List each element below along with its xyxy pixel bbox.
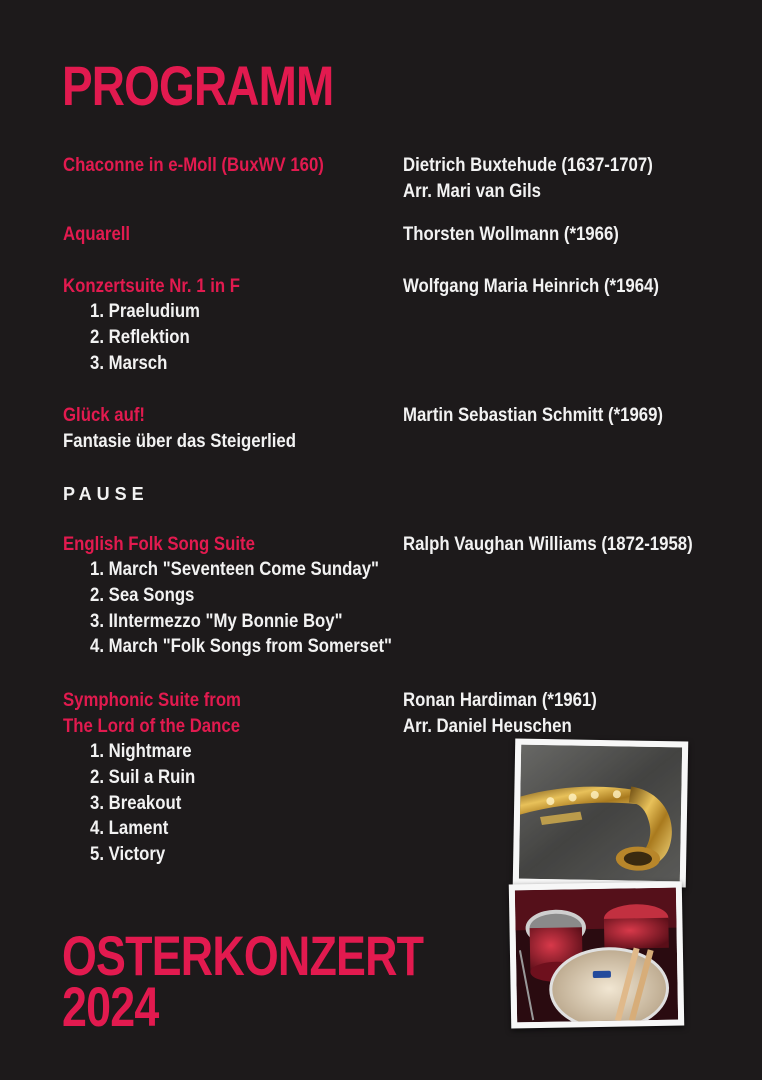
work-title-line-2: The Lord of the Dance	[63, 715, 241, 737]
work-title: Symphonic Suite from	[63, 689, 241, 711]
drums-photo	[509, 882, 684, 1029]
concert-title-line-2: 2024	[62, 975, 159, 1038]
movement: 4. Lament	[90, 817, 169, 840]
work-title: Konzertsuite Nr. 1 in F	[63, 275, 241, 297]
arranger: Arr. Daniel Heuschen	[403, 715, 572, 737]
page-title: PROGRAMM	[62, 54, 334, 117]
arranger: Arr. Mari van Gils	[403, 180, 541, 202]
movement: 3. Breakout	[90, 791, 182, 814]
composer: Thorsten Wollmann (*1966)	[403, 223, 619, 245]
movement-list	[90, 557, 441, 660]
concert-title	[62, 924, 424, 1038]
movement: 1. Nightmare	[90, 740, 192, 762]
movement: 3. IIntermezzo "My Bonnie Boy"	[90, 609, 343, 632]
concert-title-line-1: OSTERKONZERT	[62, 924, 424, 987]
saxophone-photo	[513, 739, 689, 888]
movement: 5. Victory	[90, 843, 166, 866]
composer: Dietrich Buxtehude (1637-1707)	[403, 154, 653, 176]
work-title: Aquarell	[63, 223, 131, 245]
pause-label: PAUSE	[63, 484, 149, 504]
movement: 4. March "Folk Songs from Somerset"	[90, 635, 392, 658]
composer: Wolfgang Maria Heinrich (*1964)	[403, 275, 659, 297]
movement: 2. Sea Songs	[90, 583, 195, 606]
work-subtitle: Fantasie über das Steigerlied	[63, 430, 297, 452]
saxophone-image	[519, 745, 682, 882]
movement: 2. Suil a Ruin	[90, 765, 196, 788]
composer: Ralph Vaughan Williams (1872-1958)	[403, 533, 693, 555]
work-title: Glück auf!	[63, 404, 146, 426]
movement: 1. Praeludium	[90, 300, 200, 322]
work-title: English Folk Song Suite	[63, 533, 255, 555]
movement: 3. Marsch	[90, 351, 168, 374]
movement: 2. Reflektion	[90, 325, 190, 348]
work-title: Chaconne in e-Moll (BuxWV 160)	[63, 154, 324, 176]
movement: 1. March "Seventeen Come Sunday"	[90, 558, 379, 580]
composer: Ronan Hardiman (*1961)	[403, 689, 597, 711]
movement-list	[90, 739, 212, 868]
drums-image	[515, 888, 678, 1023]
movement-list	[90, 299, 218, 376]
composer: Martin Sebastian Schmitt (*1969)	[403, 404, 664, 426]
